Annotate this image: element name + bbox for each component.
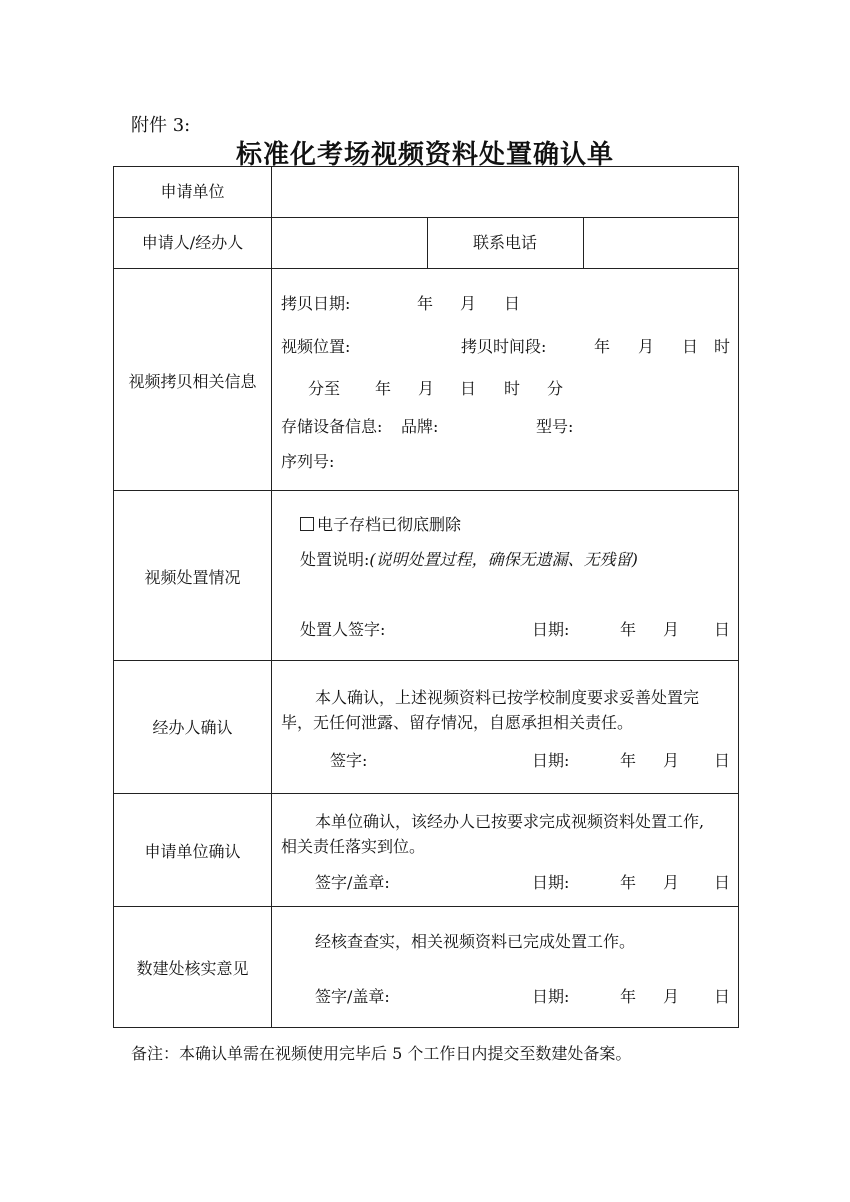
phone-label: 联系电话 — [472, 233, 537, 252]
applicant-unit-label: 申请单位 — [160, 182, 225, 201]
disposal-date-day: 日 — [714, 620, 731, 639]
copy-info-label: 视频拷贝相关信息 — [128, 372, 257, 391]
disposal-date-label: 日期: — [532, 620, 570, 639]
period-end-year: 年 — [375, 379, 392, 398]
model-label: 型号: — [536, 417, 574, 436]
column-divider — [583, 217, 584, 268]
period-end-hour: 时 — [504, 379, 521, 398]
row-divider — [114, 660, 738, 661]
deleted-checkbox-label: 电子存档已彻底删除 — [317, 515, 462, 534]
period-start-month: 月 — [638, 337, 655, 356]
copy-date-month: 月 — [460, 294, 477, 313]
unit-date-year: 年 — [620, 873, 637, 892]
disposer-sign-label: 处置人签字: — [300, 620, 386, 639]
applicant-label: 申请人/经办人 — [141, 233, 244, 252]
handler-confirm-line2: 毕，无任何泄露、留存情况，自愿承担相关责任。 — [281, 713, 634, 732]
disposal-desc — [300, 550, 638, 570]
disposal-desc-hint: (说明处置过程，确保无遗漏、无残留) — [369, 550, 638, 569]
period-start-day: 日 — [682, 337, 699, 356]
copy-date-label: 拷贝日期: — [281, 294, 351, 313]
row-divider — [114, 793, 738, 794]
storage-info-label: 存储设备信息: — [281, 417, 383, 436]
brand-label: 品牌: — [401, 417, 439, 436]
unit-confirm-label: 申请单位确认 — [144, 842, 241, 861]
period-start-hour: 时 — [714, 337, 731, 356]
handler-confirm-label: 经办人确认 — [152, 718, 233, 737]
checkbox-icon[interactable] — [300, 517, 314, 531]
unit-date-day: 日 — [714, 873, 731, 892]
row-divider — [114, 906, 738, 907]
handler-date-label: 日期: — [532, 751, 570, 770]
verify-date-day: 日 — [714, 987, 731, 1006]
copy-period-label: 拷贝时间段: — [461, 337, 547, 356]
row-divider — [114, 217, 738, 218]
unit-date-month: 月 — [663, 873, 680, 892]
document-title: 标准化考场视频资料处置确认单 — [235, 140, 614, 170]
period-end-day: 日 — [460, 379, 477, 398]
deleted-checkbox-row[interactable] — [300, 515, 461, 535]
handler-confirm-line1: 本人确认，上述视频资料已按学校制度要求妥善处置完 — [315, 688, 700, 707]
period-start-year: 年 — [594, 337, 611, 356]
unit-confirm-line1: 本单位确认，该经办人已按要求完成视频资料处置工作, — [315, 812, 705, 831]
confirmation-form — [113, 166, 739, 1028]
handler-date-month: 月 — [663, 751, 680, 770]
footer-note: 备注：本确认单需在视频使用完毕后 5 个工作日内提交至数建处备案。 — [131, 1044, 632, 1063]
unit-date-label: 日期: — [532, 873, 570, 892]
period-end-month: 月 — [418, 379, 435, 398]
period-to-label: 分至 — [308, 379, 341, 398]
disposal-date-year: 年 — [620, 620, 637, 639]
verify-label: 数建处核实意见 — [136, 959, 249, 978]
attachment-label: 附件 3: — [131, 115, 191, 136]
handler-sign-label: 签字: — [330, 751, 368, 770]
disposal-desc-label: 处置说明: — [300, 550, 370, 569]
copy-date-day: 日 — [504, 294, 521, 313]
row-divider — [114, 490, 738, 491]
disposal-date-month: 月 — [663, 620, 680, 639]
copy-date-year: 年 — [417, 294, 434, 313]
handler-date-year: 年 — [620, 751, 637, 770]
verify-sign-label: 签字/盖章: — [315, 987, 390, 1006]
disposal-label: 视频处置情况 — [144, 568, 241, 587]
unit-confirm-line2: 相关责任落实到位。 — [281, 837, 426, 856]
verify-date-year: 年 — [620, 987, 637, 1006]
verify-date-month: 月 — [663, 987, 680, 1006]
handler-date-day: 日 — [714, 751, 731, 770]
period-end-minute: 分 — [547, 379, 564, 398]
row-divider — [114, 268, 738, 269]
serial-label: 序列号: — [281, 452, 335, 471]
verify-line1: 经核查查实，相关视频资料已完成处置工作。 — [315, 932, 636, 951]
verify-date-label: 日期: — [532, 987, 570, 1006]
video-location-label: 视频位置: — [281, 337, 351, 356]
unit-sign-label: 签字/盖章: — [315, 873, 390, 892]
column-divider — [271, 167, 272, 1027]
